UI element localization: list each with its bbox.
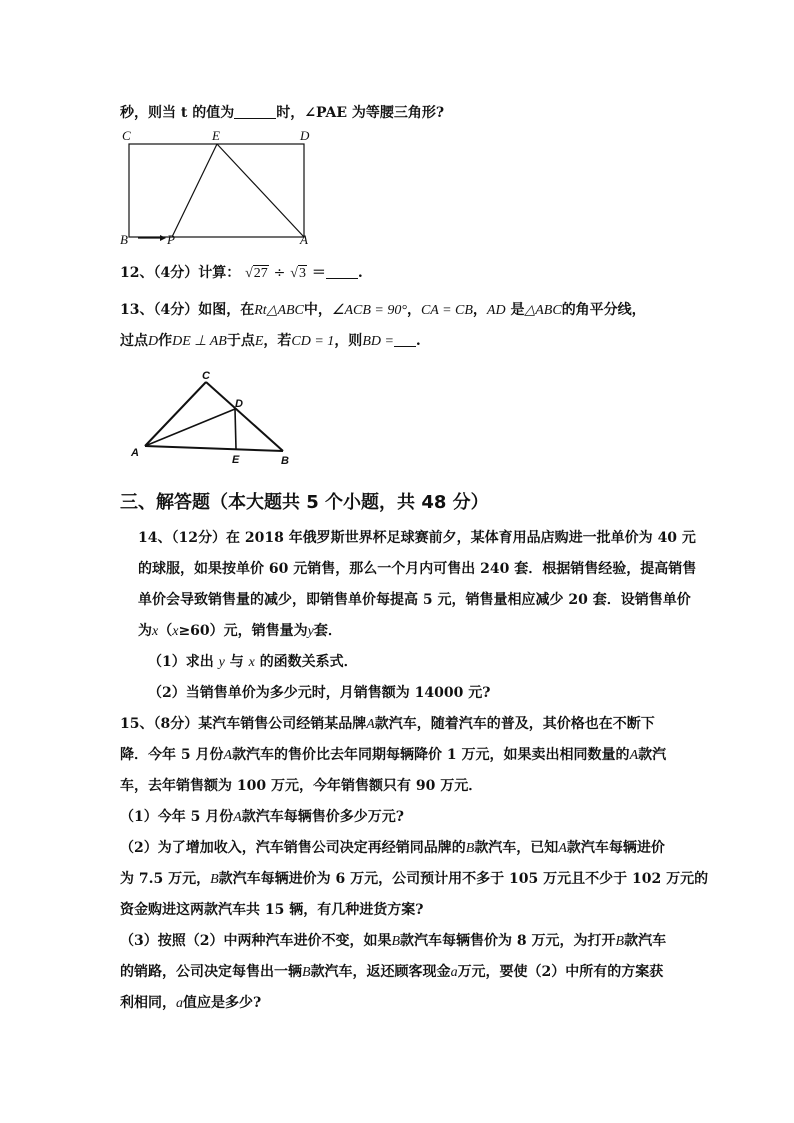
question-15-sub1: （1）今年 5 月份A款汽车每辆售价多少万元? xyxy=(120,809,404,825)
label-p: P xyxy=(167,232,175,247)
label-c: C xyxy=(202,370,210,382)
label-e: E xyxy=(232,454,240,466)
question-15-line3: 车，去年销售额为 100 万元，今年销售额只有 90 万元． xyxy=(120,778,483,794)
question-14-sub2: （2）当销售单价为多少元时，月销售额为 14000 元? xyxy=(148,685,491,701)
question-14-line1: 14、（12分）在 2018 年俄罗斯世界杯足球赛前夕，某体育用品店购进一批单价为 40 元 xyxy=(138,530,696,546)
label-c: C xyxy=(122,128,131,143)
question-15-sub2-line2: 为 7.5 万元，B款汽车每辆进价为 6 万元，公司预计用不多于 105 万元且不少于 102 万元的 xyxy=(120,871,709,887)
segment-ad xyxy=(145,409,235,446)
question-15-sub3-line3: 利相同，a值应是多少? xyxy=(120,995,262,1011)
segment-ac xyxy=(145,382,206,446)
triangle-figure xyxy=(125,365,305,470)
answer-blank xyxy=(394,331,416,347)
answer-blank xyxy=(234,103,276,119)
question-13-line2: 过点D作DE ⊥ AB于点E，若CD = 1，则BD = . xyxy=(120,333,421,349)
sqrt-27: √27 xyxy=(245,266,268,281)
question-15-line2: 降．今年 5 月份A款汽车的售价比去年同期每辆降价 1 万元，如果卖出相同数量的A款汽 xyxy=(120,747,667,763)
label-a: A xyxy=(131,447,139,459)
question-15-line1: 15、（8分）某汽车销售公司经销某品牌A款汽车，随着汽车的普及，其价格也在不断下 xyxy=(120,716,655,732)
question-14-sub1: （1）求出 y 与 x 的函数关系式． xyxy=(148,654,358,670)
segment-de xyxy=(235,409,236,449)
question-13-line1: 13、（4分）如图，在Rt△ABC中，∠ACB = 90°，CA = CB，AD 是△ABC的角平分线， xyxy=(120,302,646,318)
rect-cdab xyxy=(129,144,304,237)
label-a: A xyxy=(300,232,308,247)
label-e: E xyxy=(212,128,220,143)
question-15-sub2-line3: 资金购进这两款汽车共 15 辆，有几种进货方案? xyxy=(120,902,424,918)
label-d: D xyxy=(235,398,243,410)
arrow-head-icon xyxy=(160,235,166,241)
section-heading: 三、解答题（本大题共 5 个小题，共 48 分） xyxy=(120,492,489,513)
question-15-sub3-line2: 的销路，公司决定每售出一辆B款汽车，返还顾客现金a万元，要使（2）中所有的方案获 xyxy=(120,964,664,980)
segment-ep xyxy=(172,144,217,237)
segment-ab xyxy=(145,446,283,451)
question-12: 12、（4分）计算： √27 ÷ √3 ＝ . xyxy=(120,265,363,281)
question-14-line2: 的球服，如果按单价 60 元销售，那么一个月内可售出 240 套．根据销售经验，提高销售 xyxy=(138,561,697,577)
question-14-line3: 单价会导致销售量的减少，即销售单价每提高 5 元，销售量相应减少 20 套．设销售单价 xyxy=(138,592,691,608)
q11-text: 秒，则当 t 的值为 时，∠PAE 为等腰三角形? xyxy=(120,105,445,121)
question-15-sub3-line1: （3）按照（2）中两种汽车进价不变，如果B款汽车每辆售价为 8 万元，为打开B款汽车 xyxy=(120,933,667,949)
label-b: B xyxy=(281,455,289,467)
segment-ea xyxy=(217,144,304,237)
rectangle-figure xyxy=(110,126,430,251)
question-14-line4: 为x（x≥60）元，销售量为y套． xyxy=(138,623,342,639)
question-15-sub2-line1: （2）为了增加收入，汽车销售公司决定再经销同品牌的B款汽车，已知A款汽车每辆进价 xyxy=(120,840,665,856)
label-d: D xyxy=(300,128,310,143)
sqrt-3: √3 xyxy=(290,266,306,281)
label-b: B xyxy=(120,232,128,247)
answer-blank xyxy=(326,263,358,279)
